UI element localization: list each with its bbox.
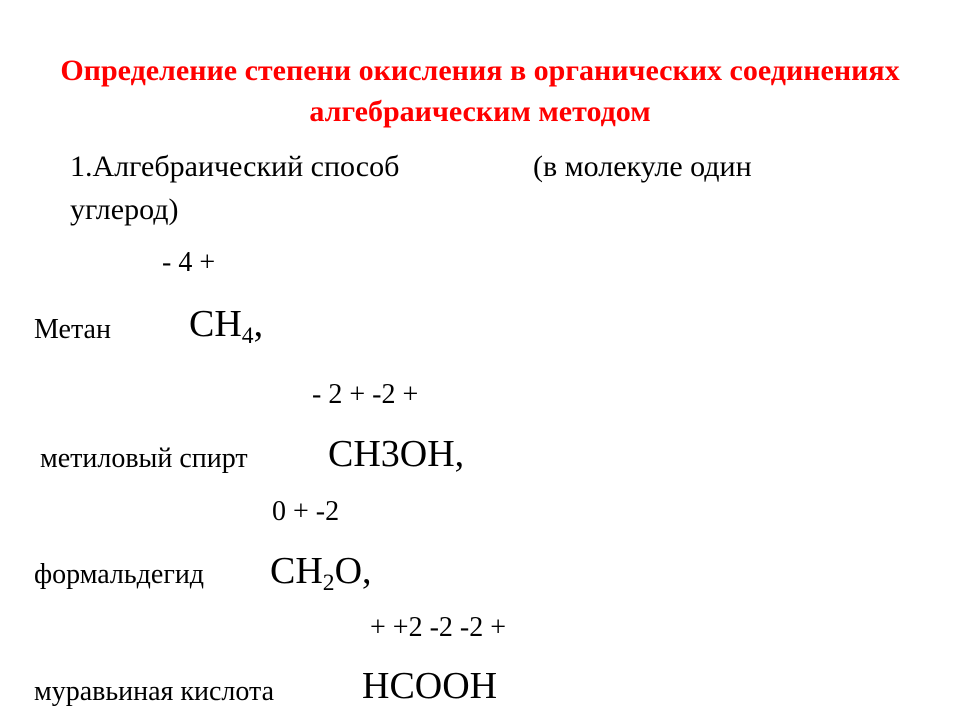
- method-note-cont: углерод): [70, 193, 179, 226]
- compound-label-methanol: метиловый спирт: [40, 443, 248, 474]
- oxidation-states-formaldehyde: 0 + -2: [272, 496, 340, 527]
- slide-title: Определение степени окисления в органических соединениях алгебраическим методом: [60, 54, 900, 128]
- oxidation-states-methanol: - 2 + -2 +: [312, 379, 419, 410]
- formula-formic-acid: HCOOH: [362, 665, 498, 707]
- formula-methane: CH4,: [189, 303, 264, 350]
- method-heading: 1.Алгебраический способ: [70, 150, 400, 183]
- oxidation-states-methane: - 4 +: [162, 247, 216, 278]
- method-note: (в молекуле один: [533, 150, 752, 183]
- formula-methanol: CH3OH,: [328, 433, 465, 475]
- oxidation-states-formic-acid: + +2 -2 -2 +: [370, 612, 507, 643]
- compound-label-formaldehyde: формальдегид: [34, 559, 205, 590]
- formula-formaldehyde: CH2O,: [270, 550, 372, 597]
- compound-label-formic-acid: муравьиная кислота: [34, 676, 275, 707]
- compound-label-methane: Метан: [34, 314, 111, 345]
